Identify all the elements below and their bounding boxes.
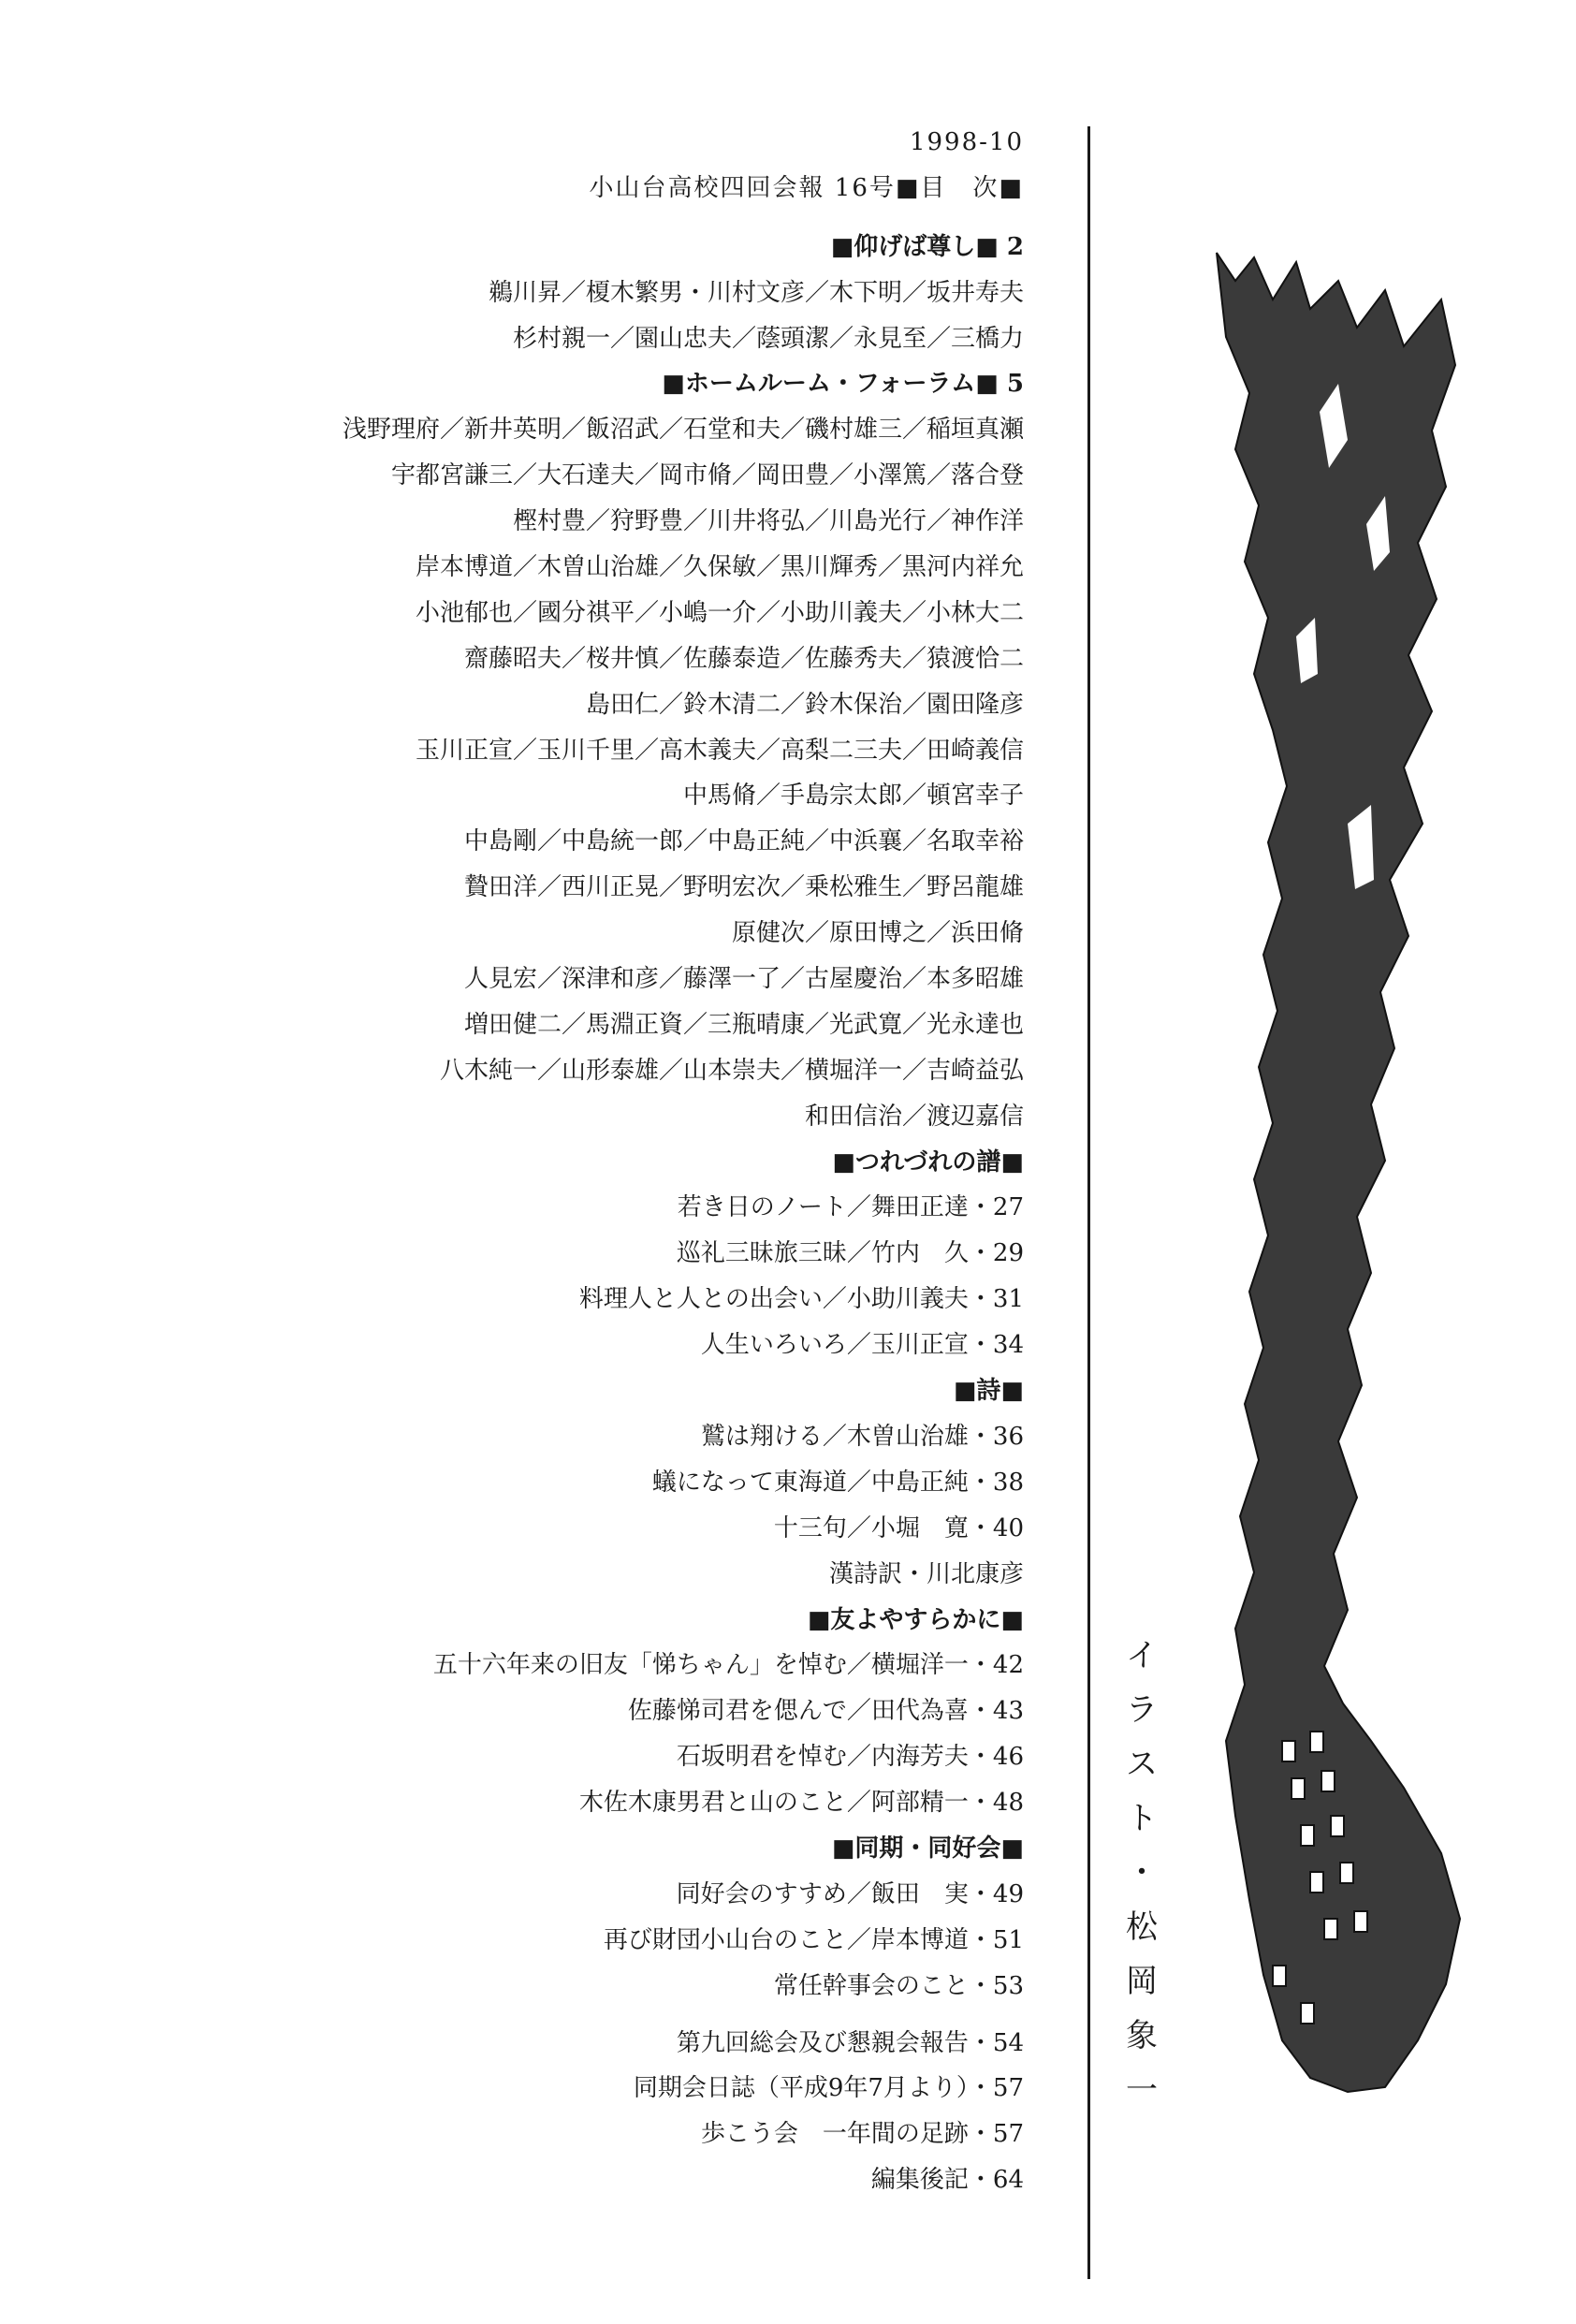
credit-char: 松 [1126, 1908, 1158, 1946]
window-shape [1321, 1771, 1335, 1791]
window-shape [1301, 2003, 1314, 2024]
window-shape [1331, 1816, 1344, 1836]
toc-section-heading: ■ホームルーム・フォーラム■ 5 [662, 370, 1024, 399]
tower-tree-illustration-icon [1207, 243, 1469, 2097]
toc-entry: 鷲は翔ける／木曽山治雄・36 [700, 1422, 1024, 1451]
toc-spacer [343, 2010, 1024, 2021]
toc-entry: 和田信治／渡辺嘉信 [804, 1102, 1024, 1131]
toc-section-heading: ■同期・同好会■ [831, 1834, 1024, 1863]
toc-list [343, 225, 1024, 2203]
toc-entry: 八木純一／山形泰雄／山本崇夫／横堀洋一／吉崎益弘 [439, 1056, 1024, 1085]
toc-entry: 小池郁也／國分祺平／小嶋一介／小助川義夫／小林大二 [415, 598, 1024, 627]
window-shape [1354, 1911, 1367, 1932]
credit-char: ス [1126, 1746, 1158, 1783]
toc-entry: 料理人と人との出会い／小助川義夫・31 [578, 1285, 1024, 1314]
toc-entry: 中島剛／中島統一郎／中島正純／中浜襄／名取幸裕 [463, 827, 1024, 856]
toc-section-heading: ■詩■ [953, 1377, 1024, 1406]
vertical-divider [1087, 126, 1090, 2279]
toc-entry: 石坂明君を悼む／内海芳夫・46 [676, 1743, 1024, 1772]
toc-section-heading: ■つれづれの譜■ [832, 1147, 1024, 1177]
illustration-credit [1118, 1629, 1165, 2117]
toc-entry: 人見宏／深津和彦／藤澤一了／古屋慶治／本多昭雄 [463, 965, 1024, 994]
toc-entry: 十三句／小堀 寛・40 [773, 1513, 1024, 1542]
window-shape [1291, 1778, 1305, 1799]
toc-entry: 齋藤昭夫／桜井慎／佐藤泰造／佐藤秀夫／猿渡恰二 [463, 644, 1024, 673]
toc-entry: 巡礼三昧旅三昧／竹内 久・29 [676, 1239, 1024, 1268]
credit-char: ラ [1126, 1691, 1158, 1729]
toc-entry: 第九回総会及び懇親会報告・54 [676, 2028, 1024, 2057]
toc-entry: 増田健二／馬淵正資／三瓶晴康／光武寛／光永達也 [463, 1010, 1024, 1039]
toc-entry: 杉村親一／園山忠夫／蔭頭潔／永見至／三橋力 [512, 324, 1024, 353]
window-shape [1310, 1732, 1323, 1752]
toc-entry: 贄田洋／西川正晃／野明宏次／乗松雅生／野呂龍雄 [463, 873, 1024, 902]
issue-date: 1998-10 [909, 128, 1024, 156]
window-shape [1324, 1919, 1337, 1939]
credit-char: 象 [1126, 2017, 1158, 2054]
credit-char: ・ [1126, 1854, 1158, 1892]
credit-char: ト [1126, 1800, 1158, 1837]
window-shape [1301, 1825, 1314, 1846]
page-title: 小山台高校四回会報 16号■目 次■ [589, 173, 1024, 202]
credit-char: イ [1126, 1637, 1158, 1674]
toc-entry: 樫村豊／狩野豊／川井将弘／川島光行／神作洋 [512, 507, 1024, 536]
toc-entry: 玉川正宣／玉川千里／高木義夫／高梨二三夫／田崎義信 [415, 736, 1024, 765]
toc-entry: 岸本博道／木曽山治雄／久保敏／黒川輝秀／黒河内祥允 [415, 553, 1024, 582]
table-of-contents [343, 120, 1024, 2203]
toc-entry: 中馬脩／手島宗太郎／頓宮幸子 [682, 782, 1024, 811]
window-shape [1340, 1863, 1353, 1883]
window-shape [1273, 1966, 1286, 1986]
toc-entry: 五十六年来の旧友「悌ちゃん」を悼む／横堀洋一・42 [432, 1651, 1024, 1680]
toc-entry: 木佐木康男君と山のこと／阿部精一・48 [578, 1789, 1024, 1818]
window-shape [1310, 1872, 1323, 1893]
toc-entry: 島田仁／鈴木清二／鈴木保治／園田隆彦 [585, 690, 1024, 719]
toc-entry: 再び財団小山台のこと／岸本博道・51 [603, 1925, 1024, 1954]
toc-entry: 宇都宮謙三／大石達夫／岡市脩／岡田豊／小澤篤／落合登 [390, 461, 1024, 490]
toc-entry: 佐藤悌司君を偲んで／田代為喜・43 [627, 1697, 1024, 1726]
toc-entry: 漢詩訳・川北康彦 [828, 1559, 1024, 1588]
toc-section-heading: ■友よやすらかに■ [807, 1605, 1024, 1634]
toc-entry: 編集後記・64 [870, 2166, 1024, 2195]
toc-entry: 同好会のすすめ／飯田 実・49 [676, 1879, 1024, 1908]
toc-entry: 歩こう会 一年間の足跡・57 [700, 2120, 1024, 2149]
toc-entry: 人生いろいろ／玉川正宣・34 [700, 1331, 1024, 1360]
toc-entry: 同期会日誌（平成9年7月より）・57 [633, 2074, 1024, 2103]
toc-entry: 原健次／原田博之／浜田脩 [731, 919, 1024, 948]
toc-entry: 常任幹事会のこと・53 [773, 1971, 1024, 2000]
toc-entry: 蟻になって東海道／中島正純・38 [651, 1468, 1024, 1497]
window-shape [1282, 1741, 1295, 1761]
toc-entry: 浅野理府／新井英明／飯沼武／石堂和夫／磯村雄三／稲垣真瀬 [342, 416, 1024, 445]
toc-entry: 若き日のノート／舞田正達・27 [677, 1193, 1024, 1222]
credit-char: 一 [1126, 2071, 1158, 2109]
toc-section-heading: ■仰げば尊し■ 2 [830, 232, 1024, 261]
credit-char: 岡 [1126, 1963, 1158, 2000]
toc-entry: 鵜川昇／榎木繁男・川村文彦／木下明／坂井寿夫 [488, 278, 1024, 307]
